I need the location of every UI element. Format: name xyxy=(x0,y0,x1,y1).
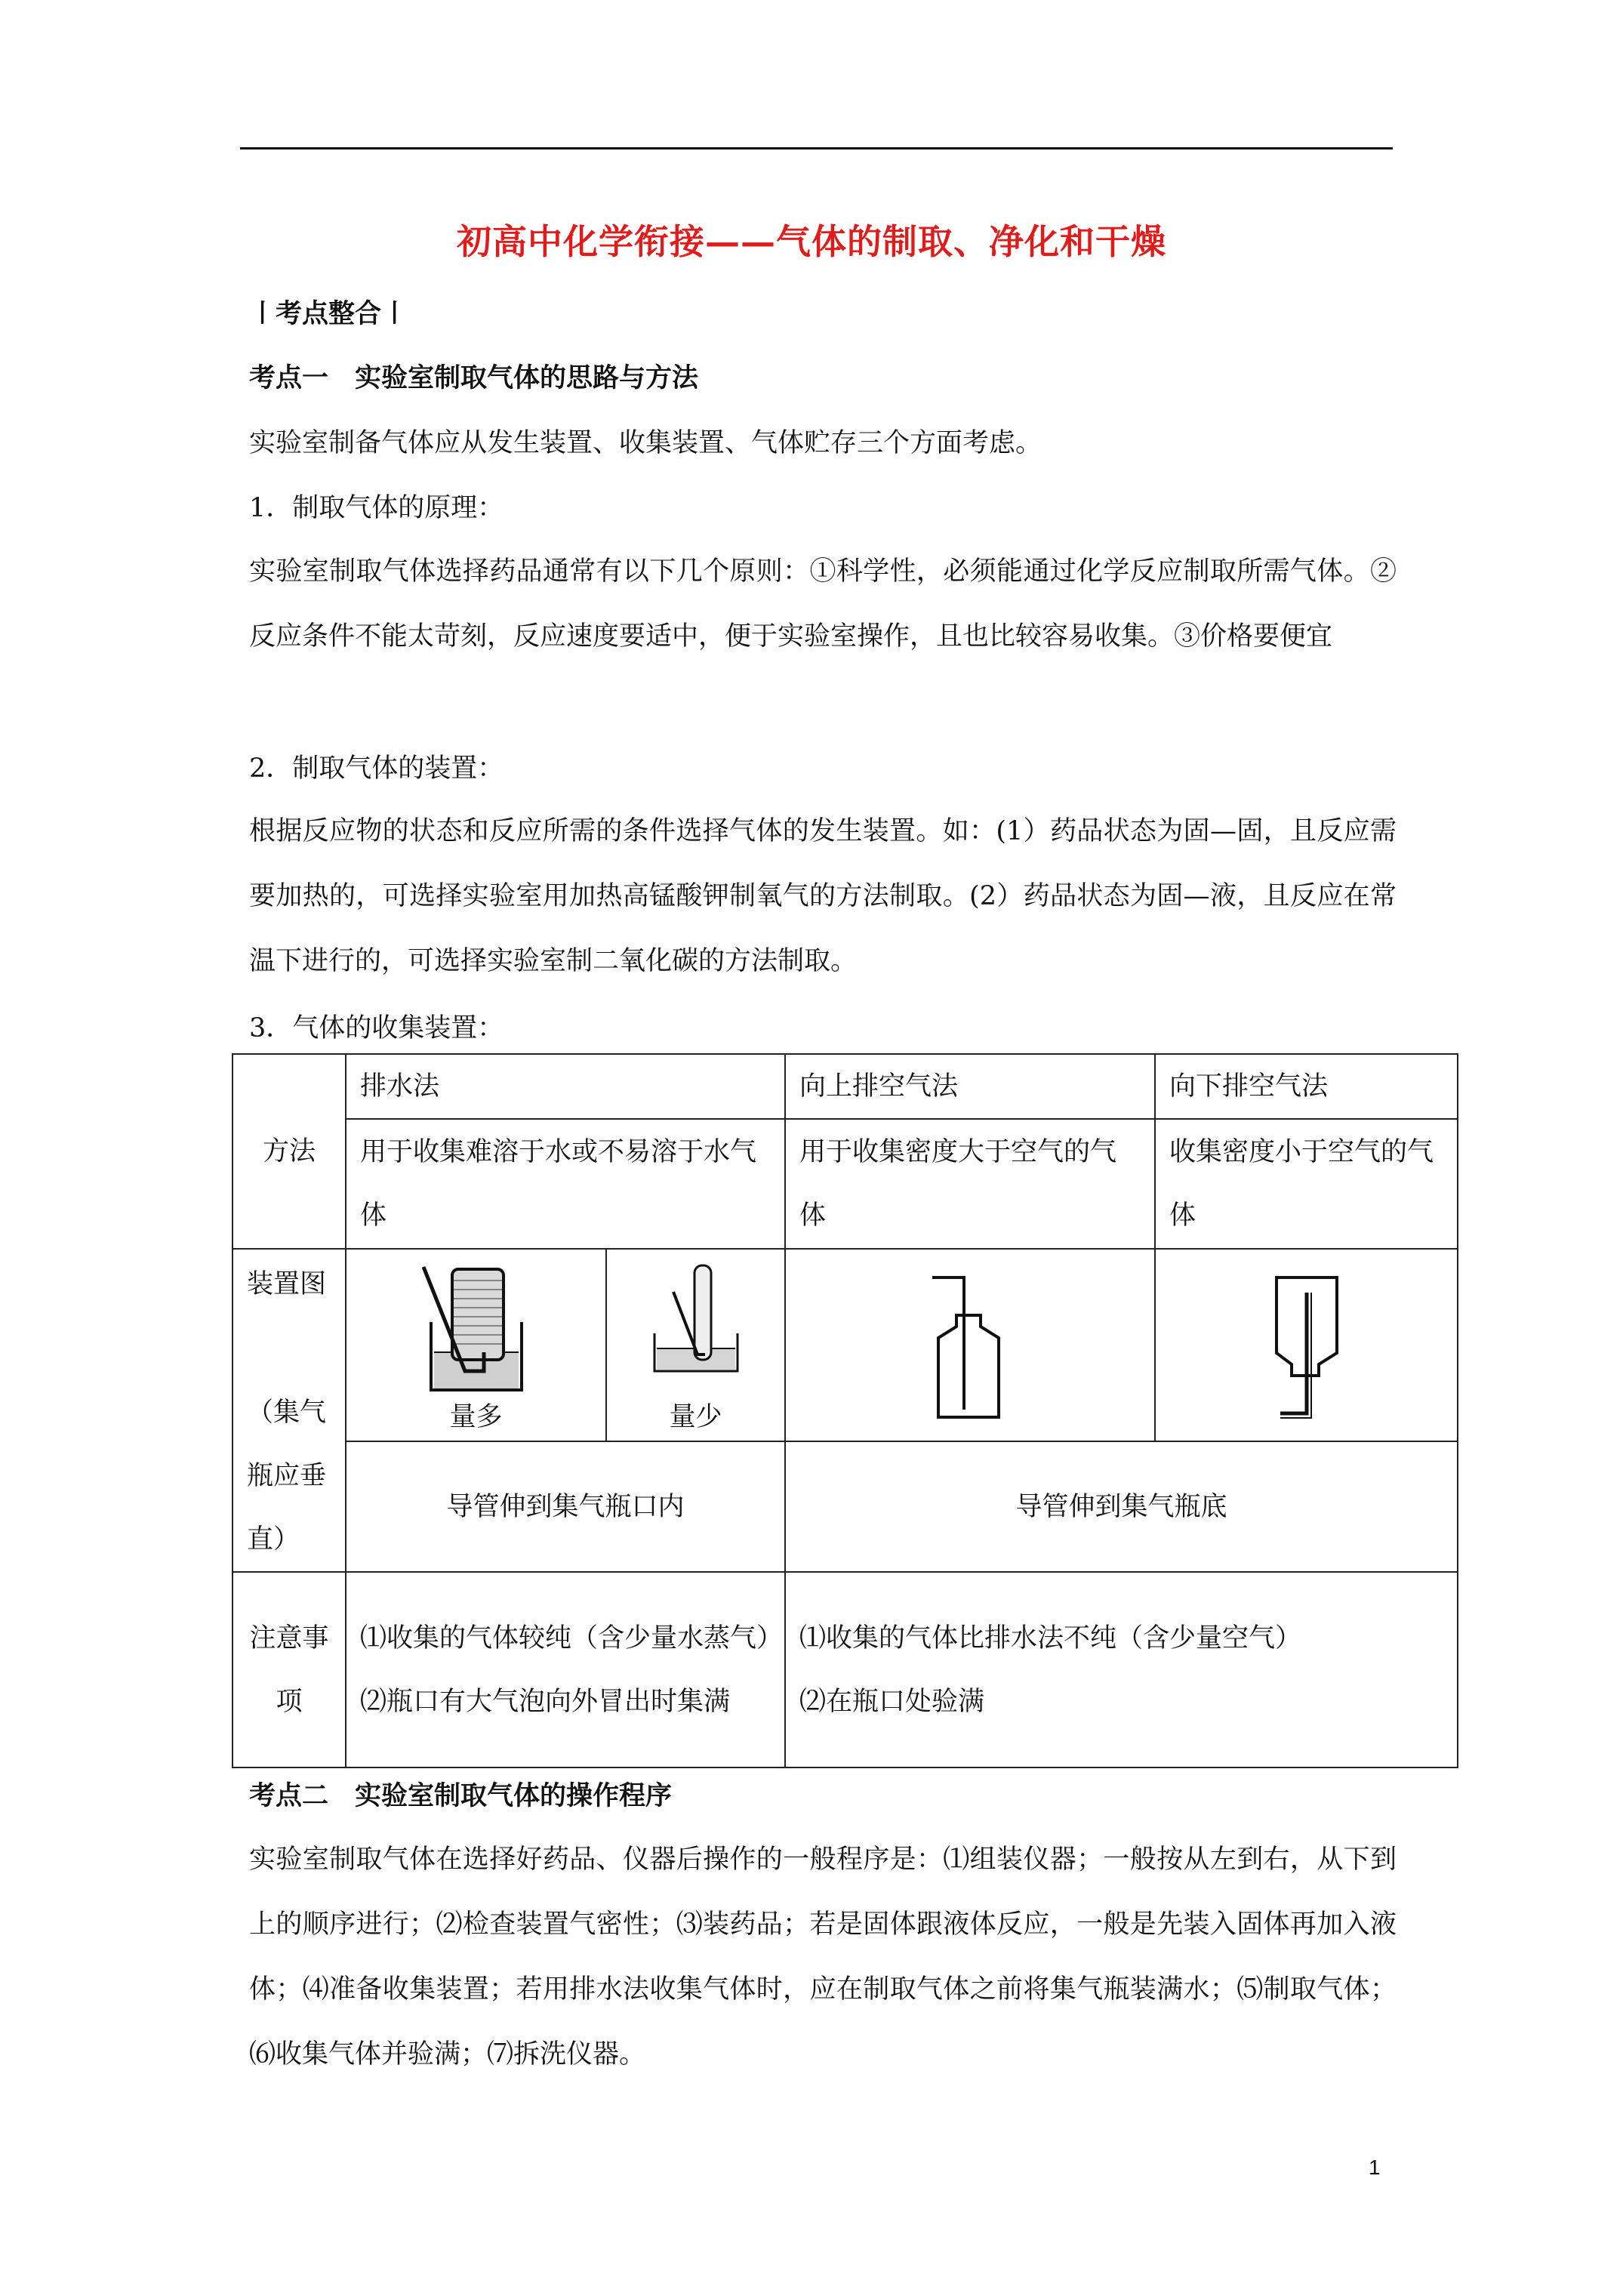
water-displacement-large-diagram xyxy=(408,1258,544,1394)
water-small-cell xyxy=(606,1249,785,1441)
tube-note-water: 导管伸到集气瓶口内 xyxy=(346,1441,785,1572)
section-header: 〡考点整合〡 xyxy=(249,298,408,329)
header-rule xyxy=(240,147,1393,149)
s3-heading: 3．气体的收集装置： xyxy=(249,1013,504,1043)
kp2-text: 实验室制取气体在选择好药品、仪器后操作的一般程序是：⑴组装仪器；一般按从左到右，从下到上的顺序进行；⑵检查装置气密性；⑶装药品；若是固体跟液体反应，一般是先装入固体再加入液体；⑷准备收集装置；若用排水法收集气体时，应在制取气体之前将集气瓶装满水；⑸制取气体；⑹收集气体并验满；⑺拆洗仪器。 xyxy=(249,1845,1397,2069)
tube-note-air: 导管伸到集气瓶底 xyxy=(785,1441,1458,1572)
method-water: 排水法 xyxy=(346,1054,785,1119)
method-upward-air: 向上排空气法 xyxy=(785,1054,1155,1119)
s1-text: 实验室制取气体选择药品通常有以下几个原则：①科学性，必须能通过化学反应制取所需气体。②反应条件不能太苛刻，反应速度要适中，便于实验室操作，且也比较容易收集。③价格要便宜 xyxy=(249,556,1397,652)
air-note-2: ⑵在瓶口处验满 xyxy=(799,1686,985,1717)
device-label-a: 装置图 xyxy=(247,1269,327,1299)
page-title: 初高中化学衔接——气体的制取、净化和干燥 xyxy=(457,221,1166,262)
air-note-1: ⑴收集的气体比排水法不纯（含少量空气） xyxy=(799,1623,1302,1653)
upward-air-bottle-diagram xyxy=(917,1262,1023,1428)
downward-air-bottle-diagram xyxy=(1254,1262,1360,1428)
water-displacement-small-diagram xyxy=(643,1258,749,1394)
downward-air-cell xyxy=(1155,1249,1458,1441)
caption-small: 量少 xyxy=(669,1401,722,1432)
method-label: 方法 xyxy=(233,1054,346,1249)
device-label xyxy=(233,1249,346,1572)
desc-downward-air: 收集密度小于空气的气体 xyxy=(1155,1119,1458,1249)
water-notes xyxy=(346,1572,785,1767)
water-note-2: ⑵瓶口有大气泡向外冒出时集满 xyxy=(360,1686,731,1717)
upward-air-cell xyxy=(785,1249,1155,1441)
water-note-1: ⑴收集的气体较纯（含少量水蒸气） xyxy=(360,1623,784,1653)
s1-heading: 1．制取气体的原理： xyxy=(249,493,504,523)
desc-water: 用于收集难溶于水或不易溶于水气体 xyxy=(346,1119,785,1249)
s2-heading: 2．制取气体的装置： xyxy=(249,754,504,784)
s2-text: 根据反应物的状态和反应所需的条件选择气体的发生装置。如：(1）药品状态为固—固，且反应需要加热的，可选择实验室用加热高锰酸钾制氧气的方法制取。(2）药品状态为固—液，且反应在常温下进行的，可选择实验室制二氧化碳的方法制取。 xyxy=(249,816,1397,976)
desc-upward-air: 用于收集密度大于空气的气体 xyxy=(785,1119,1155,1249)
device-label-b: （集气瓶应垂直） xyxy=(247,1398,327,1555)
water-large-cell xyxy=(346,1249,606,1441)
method-downward-air: 向下排空气法 xyxy=(1155,1054,1458,1119)
kp1-intro: 实验室制备气体应从发生装置、收集装置、气体贮存三个方面考虑。 xyxy=(249,428,1042,458)
kp1-heading: 考点一 实验室制取气体的思路与方法 xyxy=(249,362,699,393)
air-notes xyxy=(785,1572,1458,1767)
page-number: 1 xyxy=(1369,2156,1381,2179)
collection-table xyxy=(232,1053,1457,1765)
kp2-heading: 考点二 实验室制取气体的操作程序 xyxy=(249,1780,673,1811)
notes-label: 注意事项 xyxy=(233,1572,346,1767)
caption-large: 量多 xyxy=(449,1401,503,1432)
